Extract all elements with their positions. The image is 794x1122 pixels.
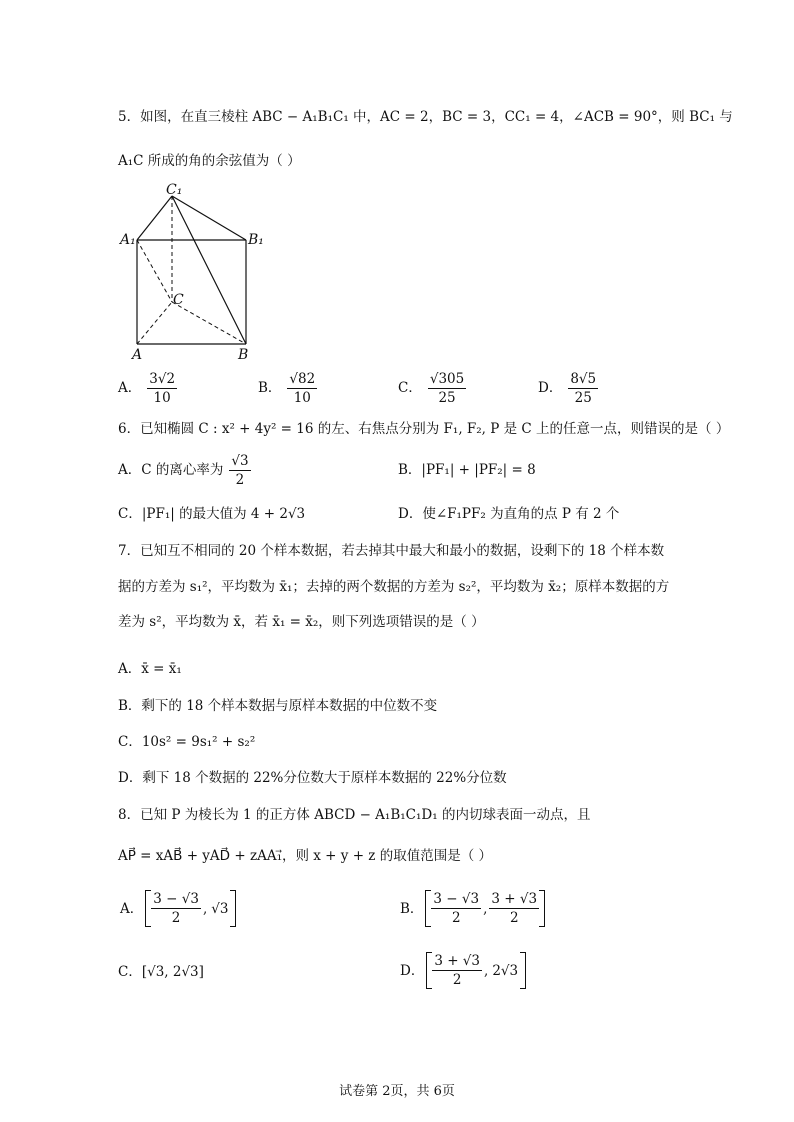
label-B: B [238, 347, 249, 363]
q5-option-c-den: 25 [438, 390, 456, 406]
q6-option-c[interactable]: C．|PF₁| 的最大值为 4 + 2√3 [118, 506, 306, 522]
q7-option-a[interactable]: A．x̄ = x̄₁ [118, 661, 182, 677]
q5-option-b[interactable]: B． $\frac{√82}{10}$ [258, 371, 316, 406]
page-footer: 试卷第 2页，共 6页 [339, 1084, 455, 1099]
q5-stem-line2: A₁C 所成的角的余弦值为（ ） [118, 153, 301, 169]
q5-option-c[interactable]: C． $\frac{√305}{25}$ [398, 371, 465, 406]
q5-option-d-num: 8√5 [570, 371, 597, 387]
q7-stem-line3: 差为 s²，平均数为 x̄，若 x̄₁ = x̄₂，则下列选项错误的是（ ） [118, 614, 485, 630]
q5-option-a[interactable]: A． $\frac{3√2}{10}$ [118, 371, 176, 406]
q6-stem: 6．已知椭圆 C : x² + 4y² = 16 的左、右焦点分别为 F₁, F₂, P 是 C 上的任意一点，则错误的是（ ） [118, 421, 730, 437]
q7-option-d[interactable]: D．剩下 18 个数据的 22%分位数大于原样本数据的 22%分位数 [118, 770, 507, 786]
q5-stem-line1: 5．如图，在直三棱柱 ABC − A₁B₁C₁ 中，AC = 2，BC = 3，CC₁ = 4，∠ACB = 90°，则 BC₁ 与 [118, 109, 733, 125]
prism-figure [118, 178, 268, 368]
label-C: C [173, 292, 184, 308]
q5-option-c-num: √305 [429, 371, 465, 387]
q8-stem-line1: 8．已知 P 为棱长为 1 的正方体 ABCD − A₁B₁C₁D₁ 的内切球表面一动点，且 [118, 807, 591, 823]
q7-stem-line1: 7．已知互不相同的 20 个样本数据，若去掉其中最大和最小的数据，设剩下的 18 个样本数 [118, 543, 665, 559]
q8-stem-line2: AP⃗ = xAB⃗ + yAD⃗ + zAA₁⃗，则 x + y + z 的取值范围是（ ） [118, 848, 493, 864]
q8-option-d[interactable]: D． $\frac{3 + √3}{2}$ , 2√3 [398, 952, 526, 989]
q6-option-a[interactable]: A．C 的离心率为 $\frac{√3}{2}$ [118, 453, 249, 488]
q5-option-b-num: √82 [289, 371, 316, 387]
edge-AC [137, 302, 172, 344]
q7-stem-line2: 据的方差为 s₁²，平均数为 x̄₁；去掉的两个数据的方差为 s₂²，平均数为 x̄₂；原样本数据的方 [118, 579, 670, 595]
q5-option-a-den: 10 [153, 390, 171, 406]
edge-A1C [137, 240, 172, 302]
edge-A1C1 [137, 196, 172, 240]
q5-option-b-den: 10 [293, 390, 311, 406]
q7-option-b[interactable]: B．剩下的 18 个样本数据与原样本数据的中位数不变 [118, 698, 438, 714]
label-C1: C₁ [166, 182, 183, 198]
q7-option-c[interactable]: C．10s² = 9s₁² + s₂² [118, 734, 256, 750]
q5-option-d[interactable]: D． $\frac{8√5}{25}$ [538, 371, 597, 406]
label-A: A [132, 347, 143, 363]
label-B1: B₁ [248, 232, 264, 248]
q5-option-d-den: 25 [574, 390, 592, 406]
q8-option-c[interactable]: C．[√3, 2√3] [118, 964, 204, 980]
q5-option-a-num: 3√2 [149, 371, 176, 387]
label-A1: A₁ [120, 232, 136, 248]
q8-option-b[interactable]: B． $\frac{3 - √3}{2}$ , $\frac{3 + √3}{2}$ [398, 890, 545, 927]
q6-option-b[interactable]: B．|PF₁| + |PF₂| = 8 [398, 462, 536, 478]
q6-option-d[interactable]: D．使∠F₁PF₂ 为直角的点 P 有 2 个 [398, 506, 620, 522]
q8-option-a[interactable]: A． $\frac{3 - √3}{2}$ , √3 [118, 890, 236, 927]
